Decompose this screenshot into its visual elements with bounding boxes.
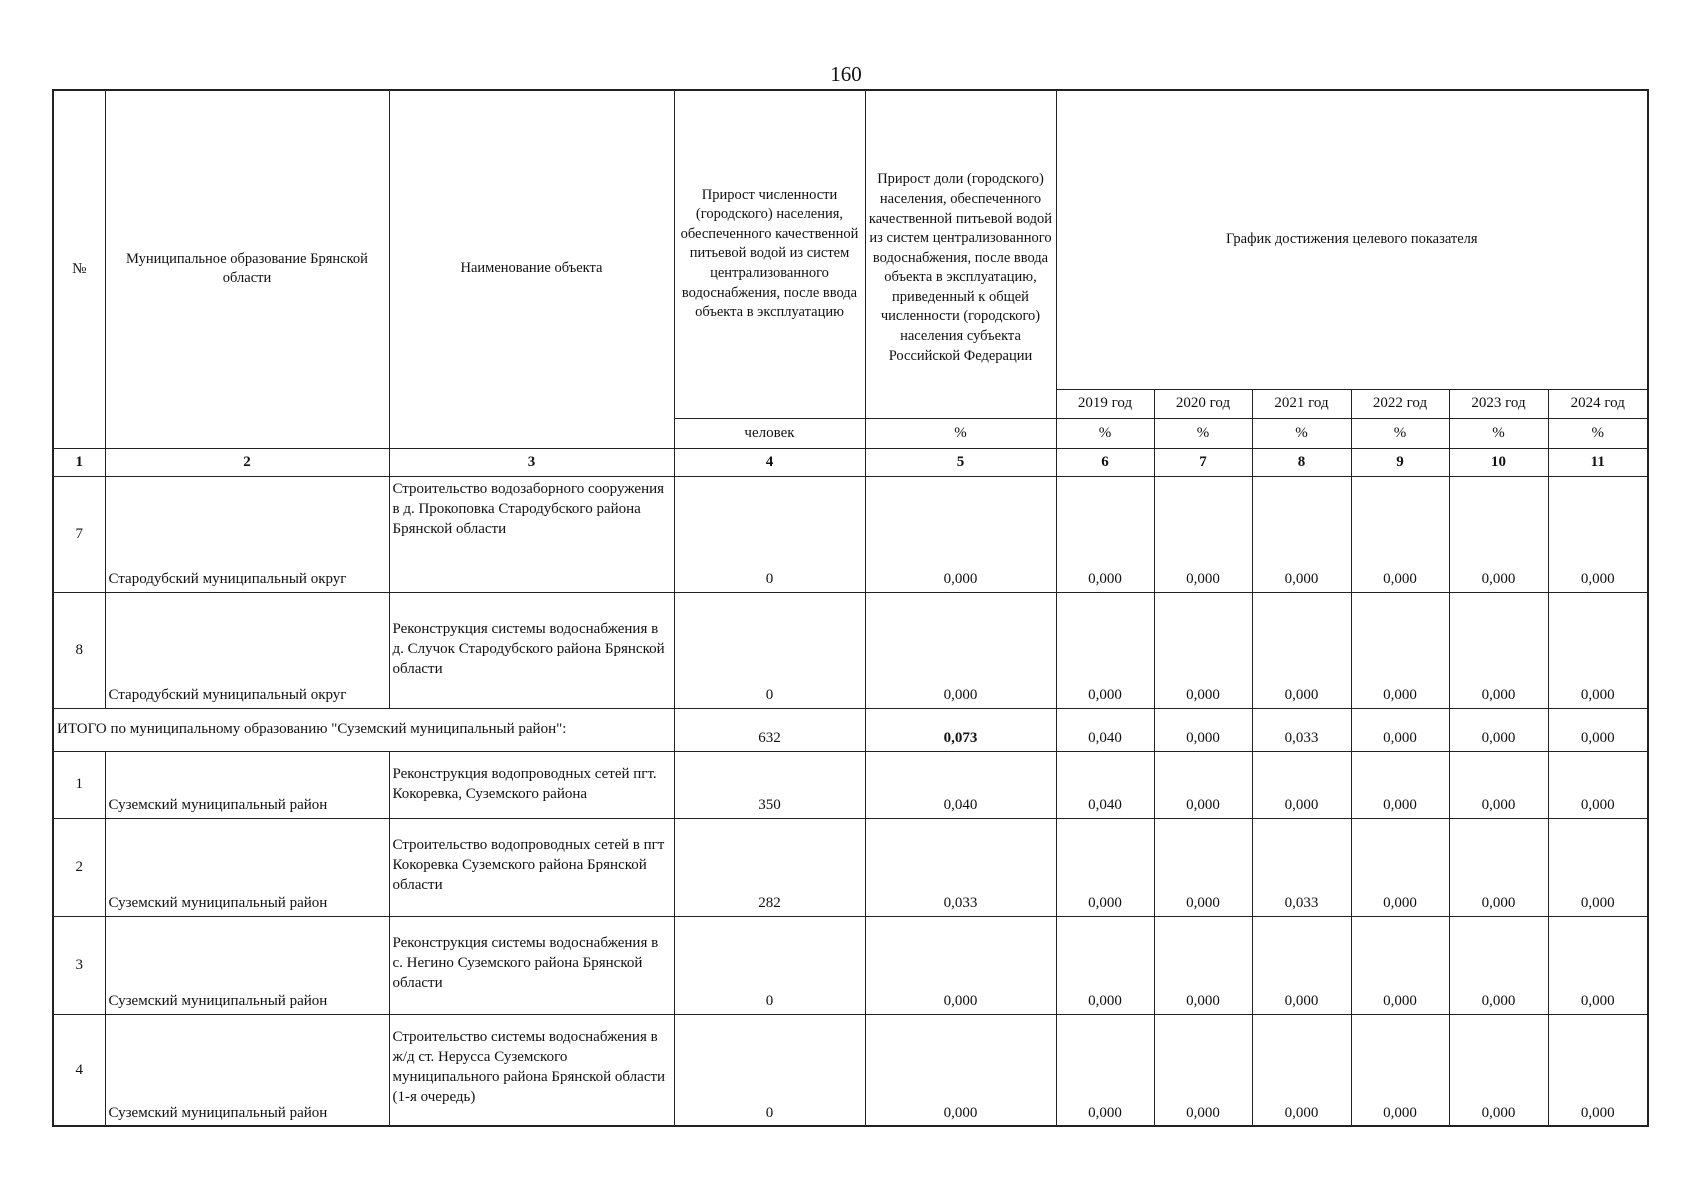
municipality-cell: Суземский муниципальный район <box>105 1014 389 1126</box>
year-value-cell: 0,000 <box>1548 1014 1648 1126</box>
header-municipality: Муниципальное образование Брянской области <box>105 90 389 448</box>
share-growth-cell: 0,033 <box>865 818 1056 916</box>
column-number: 5 <box>865 448 1056 476</box>
column-number: 9 <box>1351 448 1449 476</box>
object-name-cell: Реконструкция системы водоснабжения в д. Случок Стародубского района Брянской области <box>389 592 674 708</box>
header-year: 2022 год <box>1351 389 1449 418</box>
year-value-cell: 0,000 <box>1548 751 1648 818</box>
column-number: 7 <box>1154 448 1252 476</box>
header-schedule: График достижения целевого показателя <box>1056 90 1648 389</box>
year-value-cell: 0,000 <box>1449 592 1548 708</box>
year-value-cell: 0,000 <box>1351 476 1449 592</box>
header-object-name: Наименование объекта <box>389 90 674 448</box>
population-growth-cell: 350 <box>674 751 865 818</box>
table-row <box>53 476 1648 592</box>
year-value-cell: 0,000 <box>1351 818 1449 916</box>
total-population-growth: 632 <box>674 708 865 751</box>
year-value-cell: 0,000 <box>1449 1014 1548 1126</box>
total-share-growth: 0,073 <box>865 708 1056 751</box>
year-value-cell: 0,000 <box>1056 476 1154 592</box>
column-number: 10 <box>1449 448 1548 476</box>
share-growth-cell: 0,000 <box>865 592 1056 708</box>
year-value-cell: 0,000 <box>1154 1014 1252 1126</box>
population-growth-cell: 0 <box>674 592 865 708</box>
table-row <box>53 818 1648 916</box>
municipality-cell: Суземский муниципальный район <box>105 818 389 916</box>
object-name-cell: Строительство водопроводных сетей в пгт Кокоревка Суземского района Брянской области <box>389 818 674 916</box>
year-value-cell: 0,000 <box>1252 751 1351 818</box>
year-value-cell: 0,000 <box>1351 916 1449 1014</box>
header-row <box>53 90 1648 389</box>
population-growth-cell: 0 <box>674 476 865 592</box>
column-number: 3 <box>389 448 674 476</box>
share-growth-cell: 0,000 <box>865 916 1056 1014</box>
object-name-cell: Строительство водозаборного сооружения в д. Прокоповка Стародубского района Брянской области <box>389 476 674 592</box>
year-value-cell: 0,000 <box>1548 916 1648 1014</box>
year-value-cell: 0,000 <box>1252 1014 1351 1126</box>
municipality-cell: Стародубский муниципальный округ <box>105 476 389 592</box>
header-year: 2020 год <box>1154 389 1252 418</box>
header-year: 2019 год <box>1056 389 1154 418</box>
year-value-cell: 0,000 <box>1449 476 1548 592</box>
page-number: 160 <box>830 62 862 86</box>
year-value-cell: 0,000 <box>1449 818 1548 916</box>
share-growth-cell: 0,040 <box>865 751 1056 818</box>
column-numbers-row <box>53 448 1648 476</box>
year-value-cell: 0,000 <box>1449 751 1548 818</box>
table-row <box>53 751 1648 818</box>
total-year-value: 0,040 <box>1056 708 1154 751</box>
year-value-cell: 0,000 <box>1548 818 1648 916</box>
unit-percent: % <box>1154 418 1252 448</box>
total-row <box>53 708 1648 751</box>
object-name-cell: Строительство системы водоснабжения в ж/д ст. Нерусса Суземского муниципального района Брянской области (1-я очередь) <box>389 1014 674 1126</box>
municipality-cell: Суземский муниципальный район <box>105 751 389 818</box>
year-value-cell: 0,000 <box>1056 1014 1154 1126</box>
column-number: 4 <box>674 448 865 476</box>
year-value-cell: 0,033 <box>1252 818 1351 916</box>
population-growth-cell: 0 <box>674 1014 865 1126</box>
year-value-cell: 0,040 <box>1056 751 1154 818</box>
total-year-value: 0,000 <box>1154 708 1252 751</box>
unit-percent: % <box>1056 418 1154 448</box>
year-value-cell: 0,000 <box>1351 751 1449 818</box>
object-name-cell: Реконструкция водопроводных сетей пгт. Кокоревка, Суземского района <box>389 751 674 818</box>
row-number: 8 <box>53 592 105 708</box>
row-number: 4 <box>53 1014 105 1126</box>
year-value-cell: 0,000 <box>1154 592 1252 708</box>
unit-people: человек <box>674 418 865 448</box>
year-value-cell: 0,000 <box>1449 916 1548 1014</box>
unit-percent: % <box>865 418 1056 448</box>
municipality-cell: Суземский муниципальный район <box>105 916 389 1014</box>
table-row <box>53 916 1648 1014</box>
total-label: ИТОГО по муниципальному образованию "Суземский муниципальный район": <box>53 708 674 751</box>
year-value-cell: 0,000 <box>1154 751 1252 818</box>
table-row <box>53 592 1648 708</box>
row-number: 2 <box>53 818 105 916</box>
year-value-cell: 0,000 <box>1154 476 1252 592</box>
total-year-value: 0,000 <box>1449 708 1548 751</box>
year-value-cell: 0,000 <box>1351 592 1449 708</box>
total-year-value: 0,000 <box>1351 708 1449 751</box>
year-value-cell: 0,000 <box>1154 818 1252 916</box>
total-year-value: 0,033 <box>1252 708 1351 751</box>
row-number: 7 <box>53 476 105 592</box>
population-growth-cell: 0 <box>674 916 865 1014</box>
header-population-share-growth: Прирост доли (городского) населения, обеспеченного качественной питьевой водой из систем централизованного водоснабжения, после ввода объекта в эксплуатацию, приведенный к общей численности (городского) населения субъекта Российской Федерации <box>865 90 1056 418</box>
year-value-cell: 0,000 <box>1252 476 1351 592</box>
year-value-cell: 0,000 <box>1056 818 1154 916</box>
column-number: 2 <box>105 448 389 476</box>
column-number: 8 <box>1252 448 1351 476</box>
unit-percent: % <box>1449 418 1548 448</box>
year-value-cell: 0,000 <box>1056 592 1154 708</box>
population-growth-cell: 282 <box>674 818 865 916</box>
year-value-cell: 0,000 <box>1548 476 1648 592</box>
year-value-cell: 0,000 <box>1056 916 1154 1014</box>
year-value-cell: 0,000 <box>1351 1014 1449 1126</box>
header-year: 2024 год <box>1548 389 1648 418</box>
year-value-cell: 0,000 <box>1548 592 1648 708</box>
year-value-cell: 0,000 <box>1252 592 1351 708</box>
share-growth-cell: 0,000 <box>865 1014 1056 1126</box>
column-number: 6 <box>1056 448 1154 476</box>
header-year: 2023 год <box>1449 389 1548 418</box>
year-value-cell: 0,000 <box>1154 916 1252 1014</box>
year-value-cell: 0,000 <box>1252 916 1351 1014</box>
target-indicator-table <box>52 89 1649 1127</box>
header-population-growth: Прирост численности (городского) населения, обеспеченного качественной питьевой водой из систем централизованного водоснабжения, после ввода объекта в эксплуатацию <box>674 90 865 418</box>
unit-percent: % <box>1252 418 1351 448</box>
column-number: 1 <box>53 448 105 476</box>
row-number: 1 <box>53 751 105 818</box>
row-number: 3 <box>53 916 105 1014</box>
municipality-cell: Стародубский муниципальный округ <box>105 592 389 708</box>
table-row <box>53 1014 1648 1126</box>
share-growth-cell: 0,000 <box>865 476 1056 592</box>
unit-percent: % <box>1548 418 1648 448</box>
total-year-value: 0,000 <box>1548 708 1648 751</box>
object-name-cell: Реконструкция системы водоснабжения в с. Негино Суземского района Брянской области <box>389 916 674 1014</box>
unit-percent: % <box>1351 418 1449 448</box>
header-number: № <box>53 90 105 448</box>
header-year: 2021 год <box>1252 389 1351 418</box>
column-number: 11 <box>1548 448 1648 476</box>
